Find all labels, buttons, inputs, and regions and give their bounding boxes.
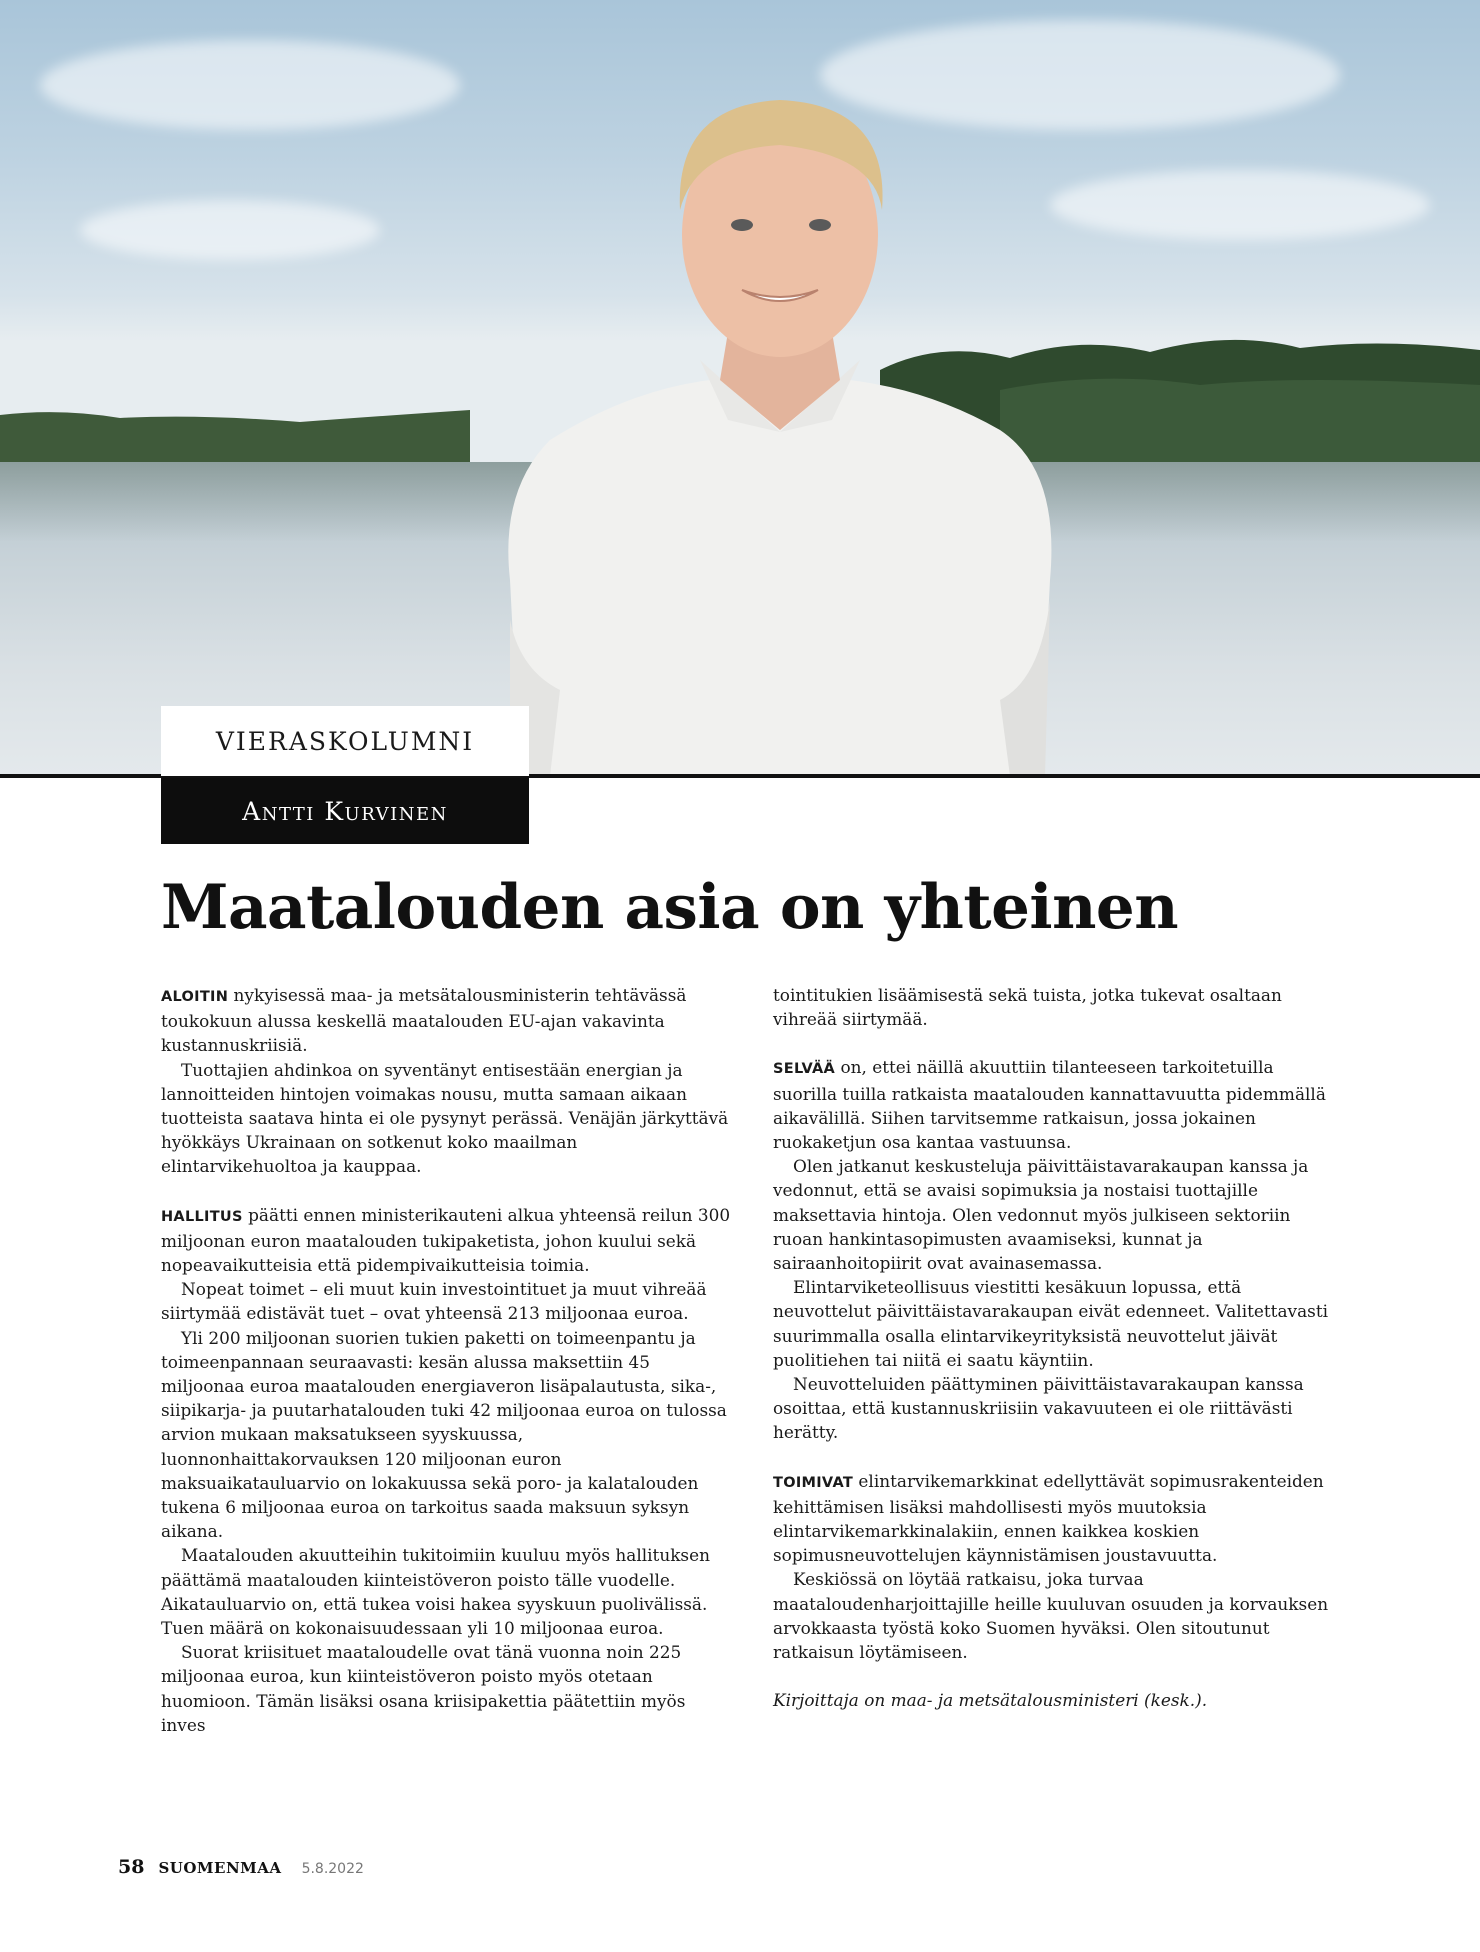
column-kicker [161,706,529,776]
kicker-label: VIERASKOLUMNI [215,726,475,756]
issue-date: 5.8.2022 [301,1861,364,1877]
paragraph: Tuottajien ahdinkoa on syventänyt entisestään energian ja lannoitteiden hintojen voimakas nousu, mutta samaan aikaan tuotteista saatava hinta ei ole pysynyt perässä. Venäjän järkyttävä hyökkäys Ukrainaan on sotkenut koko maailman elintarvikehuoltoa ja kauppaa. [161,1059,729,1177]
author-banner [161,778,529,844]
portrait-person [480,60,1080,776]
paragraph: Maatalouden akuutteihin tukitoimiin kuuluu myös hallituksen päättämä maatalouden kiinteistöveron poisto tälle vuodelle. Aikatauluarvio on, että tukea voisi hakea syyskuun puolivälissä. Tuen määrä on kokonaisuudessaan yli 10 miljoonaa euroa. [161,1545,710,1639]
paragraph [161,983,733,1058]
paragraph-text: on, ettei näillä akuuttiin tilanteeseen tarkoitetuilla suorilla tuilla ratkaista maatalouden kannattavuutta pidemmällä aikavälillä. Siihen tarvitsemme ratkaisun, jossa jokainen ruokaketjun osa kantaa vastuunsa. [773,1057,1326,1153]
lead-word: ALOITIN [161,989,229,1005]
paragraph: tointitukien lisäämisestä sekä tuista, jotka tukevat osaltaan vihreää siirtymää. [773,985,1282,1030]
paragraph [773,1469,1341,1568]
magazine-name: SUOMENMAA [158,1859,282,1877]
cloud [1050,170,1430,240]
page-number: 58 [118,1856,145,1878]
article-headline: Maatalouden asia on yhteinen [161,872,1179,943]
paragraph-text: nykyisessä maa- ja metsätalousministerin tehtävässä toukokuun alussa keskellä maatalouden EU-ajan vakavinta kustannuskriisiä. [161,985,687,1056]
lead-word: HALLITUS [161,1208,243,1225]
paragraph: Olen jatkanut keskusteluja päivittäistavarakaupan kanssa ja vedonnut, että se avaisi sopimuksia ja nostaisi tuottajille maksettavia hintoja. Olen vedonnut myös julkiseen sektoriin ruoan hankintasopimusten avaamiseksi, kunnat ja sairaanhoitopiirit ovat avainasemassa. [773,1156,1309,1274]
paragraph: Suorat kriisituet maataloudelle ovat tänä vuonna noin 225 miljoonaa euroa, kun kiinteistöveron poisto myös otetaan huomioon. Tämän lisäksi osana kriisipakettia päätettiin myös inves [161,1642,686,1735]
lead-word: SELVÄÄ [773,1061,836,1078]
paragraph: Yli 200 miljoonan suorien tukien paketti on toimeenpantu ja toimeenpannaan seuraavasti: kesän alussa maksettiin 45 miljoonaa euroa maatalouden energiaveron lisäpalautusta, sika-, siipikarja- ja puutarhatalouden tuki 42 miljoonaa euroa on tulossa arvion mukaan maksatukseen syyskuussa, luonnonhaittakorvauksen 120 miljoonan euron maksuaikatauluarvio on lokakuussa sekä poro- ja kalatalouden tukena 6 miljoonaa euroa on tarkoitus saada maksuun syksyn aikana. [161,1327,727,1542]
article-column-right [773,983,1341,1712]
lead-word: TOIMIVAT [773,1474,854,1491]
paragraph: Neuvotteluiden päättyminen päivittäistavarakaupan kanssa osoittaa, että kustannuskriisiin vakavuuteen ei ole riittävästi herätty. [773,1374,1304,1443]
paragraph: Elintarviketeollisuus viestitti kesäkuun lopussa, että neuvottelut päivittäistavarakaupan eivät edenneet. Valitettavasti suurimmalla osalla elintarvikeyrityksistä neuvottelut jäivät puolitiehen tai niitä ei saatu käyntiin. [773,1277,1329,1370]
paragraph-text: elintarvikemarkkinat edellyttävät sopimusrakenteiden kehittämisen lisäksi mahdollisesti myös muutoksia elintarvikemarkkinalakiin, ennen kaikkea koskien sopimusneuvottelujen käynnistämisen joustavuutta. [773,1470,1324,1566]
hero-photo [0,0,1480,776]
cloud [80,200,380,260]
paragraph: Nopeat toimet – eli muut kuin investointituet ja muut vihreää siirtymää edistävät tuet – ovat yhteensä 213 miljoonaa euroa. [161,1279,707,1324]
author-signoff: Kirjoittaja on maa- ja metsätalousministeri (kesk.). [773,1690,1208,1711]
cloud [40,40,460,130]
paragraph [161,1203,733,1278]
paragraph-text: päätti ennen ministerikauteni alkua yhteensä reilun 300 miljoonan euron maatalouden tukipaketista, johon kuului sekä nopeavaikutteisia että pidempivaikutteisia toimia. [161,1204,731,1276]
paragraph [773,1055,1341,1154]
paragraph: Keskiössä on löytää ratkaisu, joka turvaa maataloudenharjoittajille heille kuuluvan osuuden ja korvauksen arvokkaasta työstä koko Suomen hyväksi. Olen sitoutunut ratkaisun löytämiseen. [773,1569,1329,1663]
author-name: Antti Kurvinen [242,796,448,826]
article-column-left [161,983,733,1737]
page-footer [118,1856,364,1878]
